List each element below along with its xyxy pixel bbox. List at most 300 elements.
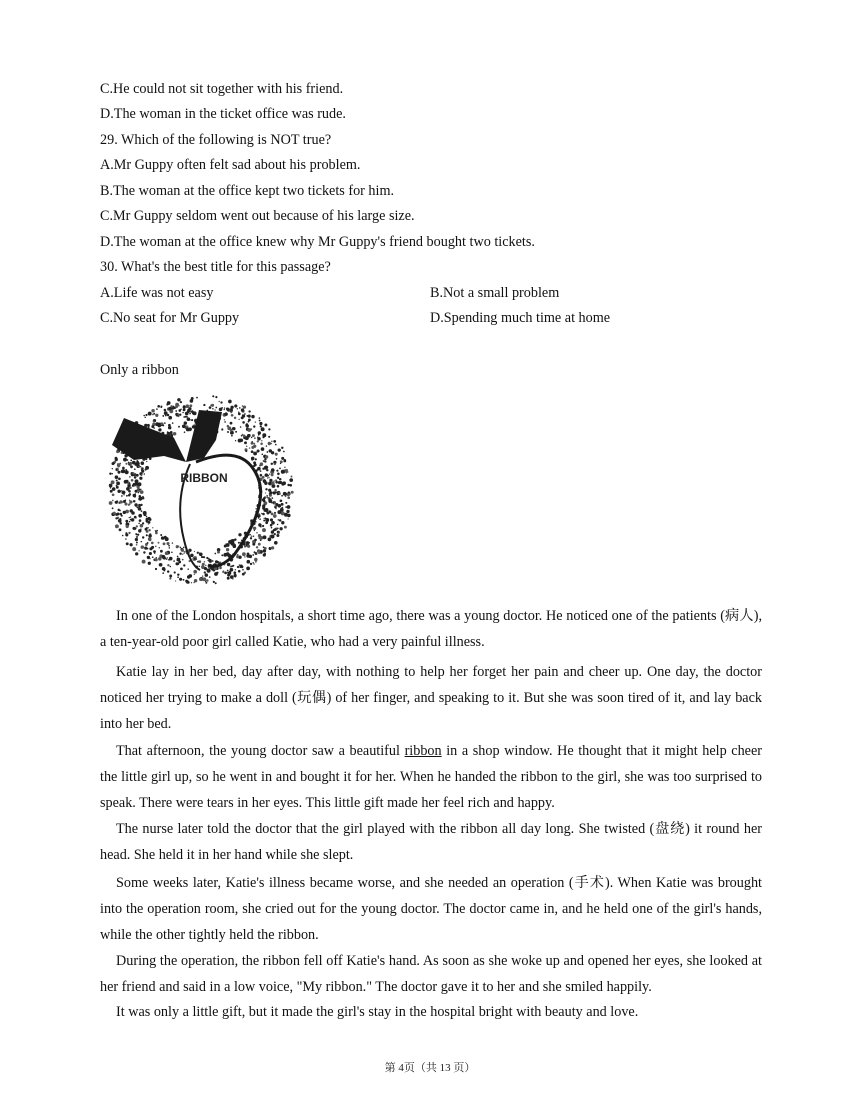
- wreath-dot: [253, 443, 255, 445]
- wreath-dot: [243, 405, 246, 408]
- wreath-dot: [166, 542, 169, 545]
- wreath-dot: [221, 428, 223, 430]
- wreath-dot: [238, 570, 241, 573]
- wreath-dot: [242, 421, 245, 424]
- wreath-dot: [234, 404, 237, 407]
- wreath-dot: [271, 527, 273, 529]
- wreath-dot: [220, 561, 222, 563]
- wreath-dot: [231, 435, 233, 437]
- wreath-dot: [126, 525, 129, 528]
- q29-option-d: D.The woman at the office knew why Mr Guppy's friend bought two tickets.: [100, 234, 535, 250]
- wreath-dot: [239, 438, 243, 442]
- wreath-dot: [235, 440, 236, 441]
- wreath-dot: [271, 513, 274, 516]
- wreath-dot: [175, 405, 178, 408]
- wreath-dot: [259, 536, 263, 540]
- wreath-dot: [187, 568, 189, 570]
- wreath-dot: [151, 409, 154, 412]
- wreath-dot: [253, 425, 255, 427]
- wreath-dot: [151, 542, 154, 545]
- wreath-dot: [162, 537, 164, 539]
- wreath-dot: [138, 505, 141, 508]
- wreath-dot: [194, 551, 195, 552]
- wreath-dot: [121, 495, 123, 497]
- wreath-dot: [160, 405, 162, 407]
- wreath-dot: [115, 457, 118, 460]
- wreath-dot: [180, 547, 182, 549]
- wreath-dot: [274, 489, 276, 491]
- wreath-dot: [166, 559, 167, 560]
- wreath-dot: [140, 489, 142, 491]
- wreath-dot: [180, 568, 183, 571]
- q29-option-c: C.Mr Guppy seldom went out because of his large size.: [100, 208, 415, 224]
- wreath-dot: [112, 468, 113, 469]
- wreath-dot: [129, 543, 132, 546]
- wreath-dot: [274, 541, 278, 545]
- wreath-dot: [124, 492, 125, 493]
- wreath-dot: [142, 536, 144, 538]
- wreath-dot: [264, 461, 266, 463]
- wreath-dot: [280, 499, 283, 502]
- q30-option-d: D.Spending much time at home: [430, 310, 611, 326]
- wreath-dot: [153, 427, 155, 429]
- wreath-dot: [152, 414, 154, 416]
- wreath-dot: [191, 419, 193, 421]
- wreath-dot: [168, 545, 170, 547]
- wreath-dot: [281, 495, 283, 497]
- wreath-dot: [269, 491, 272, 494]
- wreath-dot: [162, 424, 164, 426]
- wreath-dot: [164, 413, 165, 414]
- wreath-dot: [130, 509, 133, 512]
- wreath-dot: [147, 425, 149, 427]
- wreath-dot: [271, 451, 274, 454]
- wreath-dot: [277, 493, 279, 495]
- wreath-dot: [173, 560, 175, 562]
- wreath-dot: [215, 407, 217, 409]
- wreath-dot: [287, 507, 289, 509]
- wreath-dot: [146, 516, 147, 517]
- wreath-dot: [146, 534, 148, 536]
- story-paragraph-3: [100, 738, 762, 816]
- wreath-dot: [135, 490, 138, 493]
- paragraph-3-start: That afternoon, the young doctor saw a beautiful: [116, 743, 405, 759]
- wreath-dot: [265, 492, 266, 493]
- wreath-dot: [204, 567, 207, 570]
- wreath-dot: [260, 443, 263, 446]
- wreath-dot: [194, 558, 196, 560]
- wreath-dot: [156, 408, 158, 410]
- q29-option-b: B.The woman at the office kept two tickets for him.: [100, 183, 395, 199]
- wreath-dot: [177, 576, 179, 578]
- wreath-dot: [197, 552, 199, 554]
- wreath-dot: [217, 561, 220, 564]
- wreath-dot: [143, 415, 145, 417]
- wreath-dot: [120, 502, 122, 504]
- wreath-dot: [125, 470, 129, 474]
- wreath-dot: [182, 559, 184, 561]
- wreath-dot: [268, 436, 270, 438]
- wreath-dot: [252, 562, 254, 564]
- wreath-dot: [215, 396, 217, 398]
- wreath-dot: [125, 459, 127, 461]
- wreath-dot: [178, 409, 181, 412]
- wreath-dot: [238, 413, 241, 416]
- wreath-dot: [251, 450, 254, 453]
- wreath-dot: [148, 537, 152, 541]
- wreath-dot: [169, 547, 171, 549]
- wreath-dot: [140, 490, 144, 494]
- wreath-dot: [167, 401, 171, 405]
- wreath-dot: [260, 462, 264, 466]
- wreath-dot: [149, 552, 152, 555]
- wreath-dot: [135, 517, 137, 519]
- wreath-dot: [183, 564, 185, 566]
- wreath-dot: [183, 547, 185, 549]
- story-paragraph-2: Katie lay in her bed, day after day, with nothing to help her forget her pain and cheer up. One day, the doctor noticed her trying to make a doll (玩偶) of her finger, and speaking to it. But she was soon tired of it, and lay back into her bed.: [100, 664, 762, 732]
- wreath-dot: [279, 468, 281, 470]
- wreath-dot: [202, 556, 204, 558]
- wreath-dot: [258, 552, 260, 554]
- wreath-dot: [160, 550, 163, 553]
- wreath-dot: [141, 541, 143, 543]
- wreath-dot: [254, 437, 256, 439]
- wreath-dot: [255, 421, 256, 422]
- wreath-dot: [214, 553, 216, 555]
- wreath-dot: [109, 484, 113, 488]
- wreath-dot: [230, 431, 234, 435]
- wreath-dot: [191, 582, 192, 583]
- wreath-dot: [126, 542, 129, 545]
- wreath-dot: [165, 415, 167, 417]
- wreath-dot: [250, 563, 252, 565]
- wreath-dot: [182, 424, 186, 428]
- wreath-dot: [224, 419, 225, 420]
- wreath-dot: [159, 424, 161, 426]
- wreath-dot: [217, 551, 220, 554]
- wreath-dot: [205, 565, 206, 566]
- wreath-dot: [251, 535, 253, 537]
- wreath-dot: [259, 420, 261, 422]
- wreath-dot: [148, 534, 152, 538]
- wreath-dot: [132, 547, 136, 551]
- wreath-dot: [144, 417, 145, 418]
- wreath-dot: [134, 474, 136, 476]
- wreath-dot: [280, 460, 283, 463]
- wreath-dot: [119, 490, 121, 492]
- wreath-dot: [199, 566, 200, 567]
- wreath-dot: [271, 463, 273, 465]
- wreath-dot: [265, 518, 269, 522]
- wreath-dot: [227, 577, 230, 580]
- wreath-dot: [254, 530, 255, 531]
- wreath-dot: [199, 552, 203, 556]
- wreath-dot: [129, 500, 132, 503]
- wreath-dot: [261, 453, 263, 455]
- wreath-dot: [232, 578, 234, 580]
- wreath-dot: [285, 502, 287, 504]
- wreath-dot: [251, 457, 255, 461]
- wreath-dot: [109, 472, 111, 474]
- wreath-dot: [285, 469, 288, 472]
- wreath-dot: [185, 416, 187, 418]
- wreath-dot: [276, 470, 278, 472]
- wreath-dot: [178, 561, 181, 564]
- wreath-dot: [129, 521, 130, 522]
- wreath-dot: [262, 528, 266, 532]
- wreath-dot: [252, 543, 255, 546]
- wreath-dot: [224, 421, 226, 423]
- wreath-dot: [191, 397, 194, 400]
- wreath-dot: [279, 519, 282, 522]
- wreath-dot: [128, 490, 131, 493]
- wreath-dot: [271, 468, 274, 471]
- wreath-dot: [238, 412, 239, 413]
- wreath-dot: [277, 473, 280, 476]
- wreath-dot: [231, 565, 233, 567]
- wreath-dot: [129, 493, 131, 495]
- wreath-dot: [243, 434, 246, 437]
- wreath-dot: [121, 490, 122, 491]
- wreath-dot: [273, 440, 276, 443]
- wreath-dot: [268, 428, 270, 430]
- wreath-dot: [231, 414, 234, 417]
- wreath-dot: [233, 571, 236, 574]
- wreath-dot: [274, 506, 276, 508]
- wreath-dot: [167, 431, 169, 433]
- wreath-dot: [121, 470, 124, 473]
- wreath-dot: [151, 546, 154, 549]
- wreath-dot: [138, 507, 142, 511]
- wreath-dot: [275, 444, 277, 446]
- wreath-dot: [159, 428, 162, 431]
- wreath-dot: [112, 493, 115, 496]
- wreath-dot: [267, 477, 269, 479]
- wreath-dot: [259, 422, 262, 425]
- wreath-dot: [239, 566, 241, 568]
- wreath-dot: [177, 574, 179, 576]
- wreath-dot: [263, 500, 266, 503]
- wreath-dot: [225, 543, 226, 544]
- wreath-dot: [277, 524, 278, 525]
- wreath-dot: [242, 405, 243, 406]
- wreath-dot: [202, 575, 204, 577]
- wreath-dot: [264, 424, 267, 427]
- wreath-dot: [154, 558, 157, 561]
- wreath-dot: [135, 482, 139, 486]
- wreath-dot: [172, 422, 174, 424]
- wreath-dot: [160, 534, 162, 536]
- wreath-dot: [122, 535, 124, 537]
- ribbon-label: RIBBON: [180, 471, 228, 485]
- wreath-dot: [143, 551, 145, 553]
- wreath-dot: [204, 571, 206, 573]
- wreath-dot: [142, 497, 144, 499]
- wreath-dot: [136, 542, 138, 544]
- wreath-dot: [153, 550, 156, 553]
- wreath-dot: [116, 486, 118, 488]
- wreath-dot: [141, 510, 143, 512]
- wreath-dot: [278, 532, 280, 534]
- wreath-dot: [196, 397, 198, 399]
- wreath-dot: [184, 421, 187, 424]
- wreath-dot: [177, 560, 179, 562]
- wreath-dot: [134, 503, 137, 506]
- wreath-dot: [119, 510, 121, 512]
- wreath-dot: [134, 468, 136, 470]
- wreath-dot: [112, 500, 114, 502]
- wreath-dot: [140, 524, 144, 528]
- wreath-dot: [248, 421, 250, 423]
- wreath-dot: [212, 395, 214, 397]
- wreath-dot: [174, 571, 176, 573]
- wreath-dot: [168, 424, 171, 427]
- wreath-dot: [247, 428, 251, 432]
- wreath-dot: [155, 531, 157, 533]
- wreath-dot: [184, 431, 186, 433]
- wreath-dot: [205, 581, 206, 582]
- wreath-dot: [162, 569, 163, 570]
- wreath-dot: [210, 404, 212, 406]
- wreath-dot: [212, 560, 214, 562]
- wreath-dot: [224, 544, 227, 547]
- wreath-dot: [124, 502, 127, 505]
- wreath-dot: [274, 533, 276, 535]
- wreath-dot: [125, 480, 128, 483]
- wreath-dot: [141, 474, 143, 476]
- wreath-dot: [129, 517, 130, 518]
- q28-option-d: D.The woman in the ticket office was rude.: [100, 106, 346, 122]
- wreath-dot: [145, 414, 147, 416]
- wreath-dot: [254, 551, 256, 553]
- ribbon-wreath-image: [104, 390, 294, 590]
- wreath-dot: [291, 476, 293, 478]
- wreath-dot: [286, 472, 287, 473]
- wreath-dot: [262, 433, 266, 437]
- wreath-dot: [242, 414, 244, 416]
- wreath-dot: [171, 552, 173, 554]
- wreath-dot: [116, 482, 120, 486]
- wreath-dot: [249, 534, 251, 536]
- wreath-dot: [182, 554, 183, 555]
- wreath-dot: [265, 455, 268, 458]
- wreath-dot: [265, 473, 269, 477]
- wreath-dot: [206, 579, 209, 582]
- story-paragraph-1: In one of the London hospitals, a short time ago, there was a young doctor. He noticed one of the patients (病人), a ten-year-old poor girl called Katie, who had a very painful illness.: [100, 608, 762, 650]
- wreath-dot: [253, 536, 254, 537]
- wreath-dot: [239, 564, 241, 566]
- wreath-dot: [112, 507, 114, 509]
- wreath-dot: [251, 437, 253, 439]
- wreath-dot: [269, 547, 271, 549]
- wreath-dot: [135, 533, 136, 534]
- wreath-dot: [231, 542, 235, 546]
- wreath-dot: [168, 416, 172, 420]
- wreath-dot: [266, 495, 268, 497]
- wreath-dot: [267, 451, 269, 453]
- wreath-dot: [266, 496, 268, 498]
- wreath-dot: [268, 538, 272, 542]
- wreath-dot: [112, 473, 113, 474]
- paragraph-3-end: in a shop window. He thought that it might help cheer the little girl up, so he went in and bought it for her. When he handed the ribbon to the girl, she was too surprised to speak. There were tears in her eyes. This little gift made her feel rich and happy.: [100, 743, 762, 811]
- wreath-dot: [227, 570, 229, 572]
- wreath-dot: [250, 537, 252, 539]
- wreath-dot: [247, 545, 250, 548]
- wreath-dot: [141, 468, 142, 469]
- wreath-dot: [183, 579, 185, 581]
- wreath-dot: [187, 417, 191, 421]
- story-paragraph-6: During the operation, the ribbon fell off Katie's hand. As soon as she woke up and opened her eyes, she looked at her friend and said in a low voice, "My ribbon." The doctor gave it to her and she smiled happily.: [100, 953, 762, 995]
- wreath-dot: [209, 576, 211, 578]
- wreath-dot: [209, 406, 212, 409]
- wreath-dot: [264, 482, 267, 485]
- wreath-dot: [140, 466, 141, 467]
- wreath-dot: [258, 523, 261, 526]
- story-paragraph-5: Some weeks later, Katie's illness became worse, and she needed an operation (手术). When Katie was brought into the operation room, she cried out for the young doctor. The doctor came in, and he held one of the girl's hands, while the other tightly held the ribbon.: [100, 875, 762, 943]
- wreath-dot: [240, 426, 242, 428]
- wreath-dot: [118, 477, 121, 480]
- wreath-dot: [232, 427, 234, 429]
- wreath-dot: [186, 580, 189, 583]
- wreath-dot: [110, 490, 113, 493]
- wreath-dot: [255, 458, 257, 460]
- wreath-dot: [129, 487, 131, 489]
- wreath-dot: [248, 542, 250, 544]
- wreath-dot: [142, 560, 146, 564]
- wreath-dot: [287, 484, 289, 486]
- wreath-dot: [123, 511, 126, 514]
- wreath-dot: [136, 525, 138, 527]
- wreath-dot: [270, 518, 273, 521]
- wreath-dot: [259, 518, 261, 520]
- wreath-dot: [242, 573, 245, 576]
- wreath-dot: [177, 556, 179, 558]
- wreath-dot: [125, 463, 127, 465]
- wreath-dot: [157, 405, 160, 408]
- wreath-dot: [276, 458, 278, 460]
- wreath-dot: [260, 474, 263, 477]
- wreath-dot: [264, 466, 267, 469]
- wreath-dot: [147, 527, 149, 529]
- wreath-dot: [125, 538, 127, 540]
- wreath-dot: [234, 417, 236, 419]
- wreath-dot: [148, 412, 152, 416]
- wreath-dot: [164, 422, 166, 424]
- wreath-dot: [242, 569, 244, 571]
- wreath-dot: [117, 471, 120, 474]
- wreath-dot: [165, 551, 169, 555]
- wreath-dot: [189, 428, 192, 431]
- wreath-dot: [169, 577, 171, 579]
- wreath-dot: [132, 472, 134, 474]
- wreath-dot: [244, 441, 247, 444]
- wreath-dot: [181, 549, 184, 552]
- wreath-dot: [177, 413, 179, 415]
- wreath-dot: [286, 510, 289, 513]
- wreath-dot: [135, 527, 136, 528]
- q29-stem: 29. Which of the following is NOT true?: [100, 132, 332, 148]
- wreath-dot: [270, 524, 273, 527]
- wreath-dot: [242, 552, 246, 556]
- wreath-dot: [111, 480, 115, 484]
- wreath-dot: [179, 552, 181, 554]
- wreath-dot: [177, 563, 179, 565]
- wreath-dot: [234, 574, 237, 577]
- wreath-dot: [172, 542, 173, 543]
- wreath-dot: [238, 533, 241, 536]
- wreath-dot: [119, 528, 122, 531]
- wreath-dot: [251, 415, 254, 418]
